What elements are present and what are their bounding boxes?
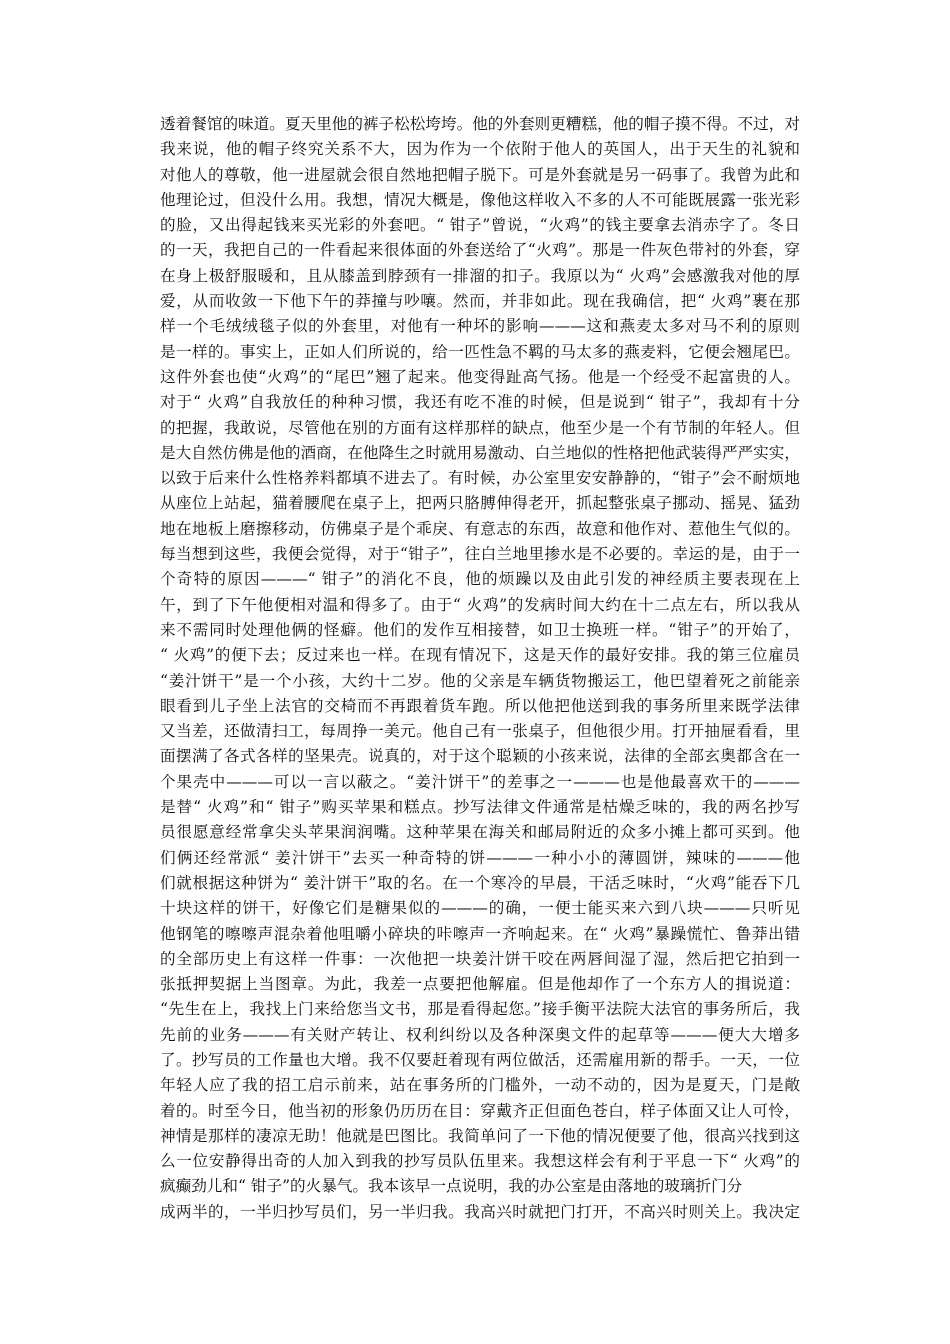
text-line: 是大自然仿佛是他的酒商，在他降生之时就用易激动、白兰地似的性格把他武装得严严实实， (160, 443, 800, 462)
text-line: 们就根据这种饼为“ 姜汁饼干”取的名。在一个寒冷的早晨，干活乏味时，“火鸡”能吞下几 (160, 873, 800, 892)
text-line: 样一个毛绒绒毯子似的外套里，对他有一种坏的影响———这和燕麦太多对马不利的原则 (160, 317, 800, 336)
text-line: 他理论过，但没什么用。我想，情况大概是，像他这样收入不多的人不可能既展露一张光彩 (160, 190, 800, 209)
text-line: 年轻人应了我的招工启示前来，站在事务所的门槛外，一动不动的，因为是夏天，门是敞 (160, 1076, 800, 1095)
text-line: 张抵押契据上当图章。为此，我差一点要把他解雇。但是他却作了一个东方人的揖说道： (160, 975, 800, 994)
text-line: 的脸，又出得起钱来买光彩的外套吧。“ 钳子”曾说，“火鸡”的钱主要拿去消赤字了。冬日 (160, 216, 800, 235)
text-line: 的把握，我敢说，尽管他在别的方面有这样那样的缺点，他至少是一个有节制的年轻人。但 (160, 418, 800, 437)
text-line: 对他人的尊敬，他一进屋就会很自然地把帽子脱下。可是外套就是另一码事了。我曾为此和 (160, 165, 800, 184)
text-line: 我来说，他的帽子终究关系不大，因为作为一个依附于他人的英国人，出于天生的礼貌和 (160, 140, 800, 159)
text-line: 十块这样的饼干，好像它们是糖果似的———的确，一便士能买来六到八块———只听见 (160, 899, 800, 918)
text-line: 眼看到儿子坐上法官的交椅而不再跟着货车跑。所以他把他送到我的事务所里来既学法律 (160, 696, 800, 715)
text-line: 来不需同时处理他俩的怪癖。他们的发作互相接替，如卫士换班一样。“钳子”的开始了， (160, 620, 800, 639)
text-line: “先生在上，我找上门来给您当文书，那是看得起您。”接手衡平法院大法官的事务所后，我 (160, 1000, 800, 1019)
text-line: 员很愿意经常拿尖头苹果润润嘴。这种苹果在海关和邮局附近的众多小摊上都可买到。他 (160, 823, 800, 842)
text-line: 神情是那样的凄凉无助！他就是巴图比。我简单问了一下他的情况便要了他，很高兴找到这 (160, 1126, 800, 1145)
text-line: 对于“ 火鸡”自我放任的种种习惯，我还有吃不准的时候，但是说到“ 钳子”，我却有十分 (160, 393, 800, 412)
text-line: “ 火鸡”的便下去；反过来也一样。在现有情况下，这是天作的最好安排。我的第三位雇员 (160, 646, 800, 665)
text-line: 从座位上站起，猫着腰爬在桌子上，把两只胳膊伸得老开，抓起整张桌子挪动、摇晃、猛劲 (160, 494, 800, 513)
body-text (160, 112, 800, 1225)
text-line: 面摆满了各式各样的坚果壳。说真的，对于这个聪颖的小孩来说，法律的全部玄奥都含在一 (160, 747, 800, 766)
text-line: 是替“ 火鸡”和“ 钳子”购买苹果和糕点。抄写法律文件通常是枯燥乏味的，我的两名抄写 (160, 798, 800, 817)
text-line: 地在地板上磨擦移动，仿佛桌子是个乖戾、有意志的东西，故意和他作对、惹他生气似的。 (160, 519, 800, 538)
text-line: 么一位安静得出奇的人加入到我的抄写员队伍里来。我想这样会有利于平息一下“ 火鸡”的 (160, 1152, 800, 1171)
text-line: 个果壳中———可以一言以蔽之。“姜汁饼干”的差事之一———也是他最喜欢干的——— (160, 772, 800, 791)
text-line: 个奇特的原因———“ 钳子”的消化不良，他的烦躁以及由此引发的神经质主要表现在上 (160, 570, 800, 589)
text-line: 的一天，我把自己的一件看起来很体面的外套送给了“火鸡”。那是一件灰色带衬的外套，穿 (160, 241, 800, 260)
text-line: 透着餐馆的味道。夏天里他的裤子松松垮垮。他的外套则更糟糕，他的帽子摸不得。不过，对 (160, 115, 800, 133)
text-line: 的全部历史上有这样一件事：一次他把一块姜汁饼干咬在两唇间湿了湿，然后把它拍到一 (160, 949, 800, 968)
text-line: “姜汁饼干”是一个小孩，大约十二岁。他的父亲是车辆货物搬运工，他巴望着死之前能亲 (160, 671, 800, 690)
text-line: 成两半的，一半归抄写员们，另一半归我。我高兴时就把门打开，不高兴时则关上。我决定 (160, 1202, 800, 1221)
text-line: 先前的业务———有关财产转让、权利纠纷以及各种深奥文件的起草等———便大大增多 (160, 1025, 800, 1044)
text-line: 以致于后来什么性格养料都填不进去了。有时候，办公室里安安静静的，“钳子”会不耐烦地 (160, 469, 800, 488)
text-line: 又当差，还做清扫工，每周挣一美元。他自己有一张桌子，但他很少用。打开抽屉看看，里 (160, 722, 800, 741)
text-line: 他钢笔的嚓嚓声混杂着他咀嚼小碎块的咔嚓声一齐响起来。在“ 火鸡”暴躁慌忙、鲁莽出错 (160, 924, 800, 943)
text-line: 爱，从而收敛一下他下午的莽撞与吵嚷。然而，并非如此。现在我确信，把“ 火鸡”裹在那 (160, 292, 800, 311)
text-line: 疯癫劲儿和“ 钳子”的火暴气。我本该早一点说明，我的办公室是由落地的玻璃折门分 (160, 1177, 743, 1196)
text-line: 了。抄写员的工作量也大增。我不仅要赶着现有两位做活，还需雇用新的帮手。一天，一位 (160, 1050, 800, 1069)
text-line: 这件外套也使“火鸡”的“尾巴”翘了起来。他变得趾高气扬。他是一个经受不起富贵的人。 (160, 367, 800, 386)
text-line: 午，到了下午他便相对温和得多了。由于“ 火鸡”的发病时间大约在十二点左右，所以我从 (160, 595, 800, 614)
text-line: 在身上极舒服暖和，且从膝盖到脖颈有一排溜的扣子。我原以为“ 火鸡”会感激我对他的厚 (160, 266, 800, 285)
text-line: 着的。时至今日，他当初的形象仍历历在目：穿戴齐正但面色苍白，样子体面又让人可怜， (160, 1101, 800, 1120)
text-line: 们俩还经常派“ 姜汁饼干”去买一种奇特的饼———一种小小的薄圆饼，辣味的———他 (160, 848, 800, 867)
text-line: 每当想到这些，我便会觉得，对于“钳子”，往白兰地里掺水是不必要的。幸运的是，由于一 (160, 545, 800, 564)
text-line: 是一样的。事实上，正如人们所说的，给一匹性急不羁的马太多的燕麦料，它便会翘尾巴。 (160, 342, 800, 361)
